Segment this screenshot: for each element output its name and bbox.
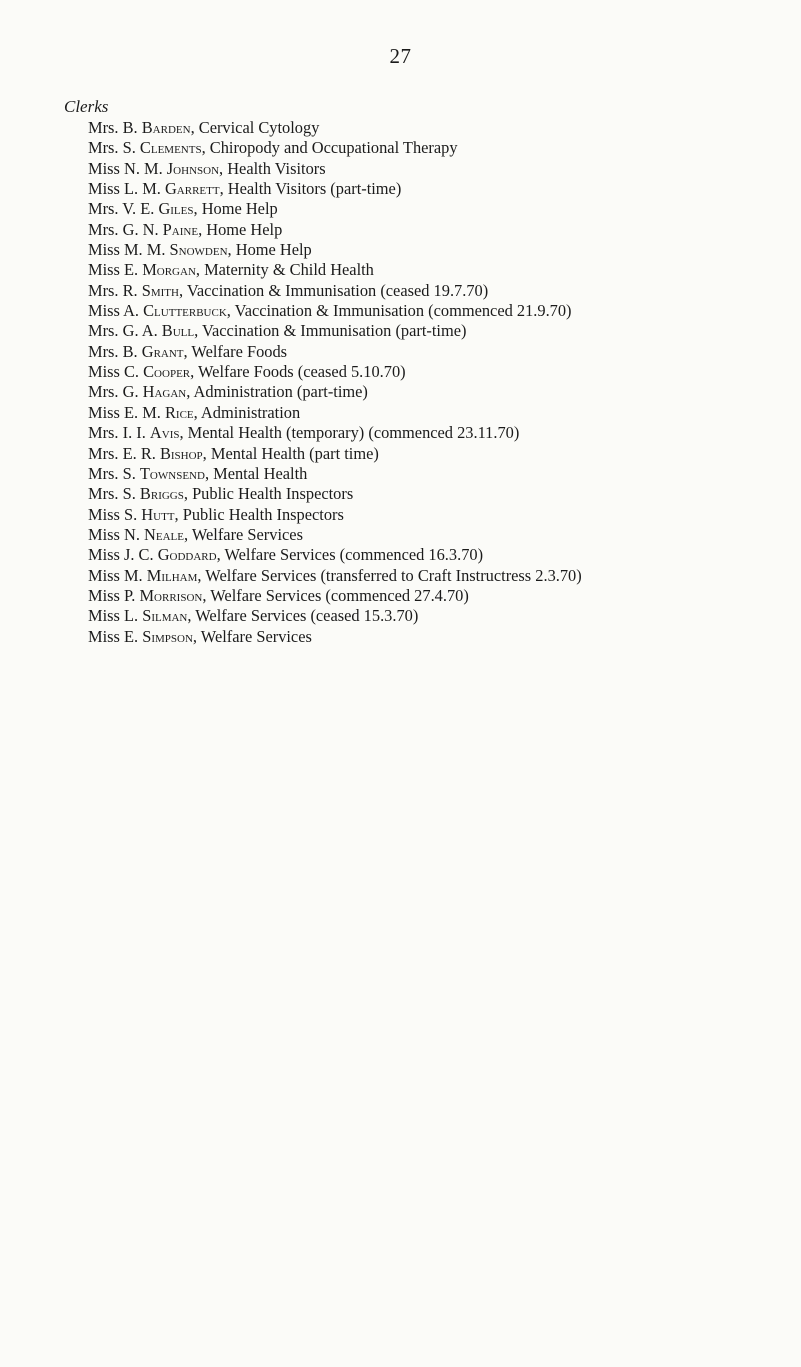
entry-surname: Hutt — [141, 504, 175, 524]
staff-entry — [88, 159, 582, 179]
entry-surname: Snowden — [169, 240, 228, 260]
staff-entry — [88, 566, 582, 586]
page-number: 27 — [389, 44, 412, 68]
entry-details: , Welfare Services — [192, 626, 312, 646]
entry-prefix: Mrs. G. A. — [88, 321, 162, 341]
entry-details: , Welfare Foods — [183, 341, 288, 361]
staff-entry — [88, 627, 582, 647]
entry-surname: Paine — [162, 219, 199, 239]
entry-prefix: Mrs. E. R. — [88, 443, 160, 463]
entry-details: , Administration (part-time) — [186, 382, 368, 402]
entry-prefix: Mrs. S. — [88, 463, 140, 483]
staff-entry — [88, 525, 582, 545]
entry-surname: Neale — [144, 524, 184, 544]
staff-entry — [88, 118, 582, 138]
entry-prefix: Miss N. — [88, 524, 145, 544]
staff-entry — [88, 464, 582, 484]
entry-surname: Morrison — [139, 585, 203, 605]
entry-details: , Mental Health (part time) — [202, 443, 379, 463]
entry-prefix: Miss E. — [88, 260, 143, 280]
entry-details: , Vaccination & Immunisation (commenced 21.9.70) — [226, 301, 572, 321]
entry-details: , Welfare Services — [183, 524, 303, 544]
staff-entry — [88, 586, 582, 606]
entry-surname: Rice — [164, 402, 194, 422]
entry-surname: Morgan — [142, 260, 196, 280]
entry-surname: Bull — [161, 321, 195, 341]
entry-prefix: Mrs. S. — [88, 138, 140, 158]
entry-details: , Health Visitors (part-time) — [219, 179, 402, 199]
entry-surname: Goddard — [157, 545, 217, 565]
entry-prefix: Miss M. — [88, 565, 147, 585]
entry-details: , Chiropody and Occupational Therapy — [201, 138, 458, 158]
entry-surname: Townsend — [139, 463, 205, 483]
entry-prefix: Miss P. — [88, 585, 140, 605]
entry-surname: Avis — [149, 423, 180, 443]
entry-surname: Briggs — [139, 484, 184, 504]
entry-surname: Smith — [141, 280, 179, 300]
staff-entry — [88, 382, 582, 402]
entry-details: , Welfare Services (commenced 16.3.70) — [216, 545, 484, 565]
entry-details: , Welfare Services (commenced 27.4.70) — [202, 585, 469, 605]
entry-surname: Clutterbuck — [143, 301, 227, 321]
entry-prefix: Mrs. R. — [88, 280, 142, 300]
entry-details: , Cervical Cytology — [190, 118, 320, 137]
staff-entry — [88, 220, 582, 240]
staff-entry — [88, 179, 582, 199]
entry-surname: Simpson — [142, 626, 193, 646]
entry-details: , Public Health Inspectors — [183, 484, 354, 504]
staff-list — [88, 118, 582, 647]
staff-entry — [88, 260, 582, 280]
staff-entry — [88, 362, 582, 382]
entry-prefix: Miss E. M. — [88, 402, 165, 422]
entry-details: , Mental Health — [204, 463, 308, 483]
entry-details: , Welfare Services (ceased 15.3.70) — [187, 606, 419, 626]
entry-details: , Welfare Services (transferred to Craft Instructress 2.3.70) — [197, 565, 582, 585]
entry-prefix: Miss L. — [88, 606, 143, 626]
entry-details: , Vaccination & Immunisation (ceased 19.7.70) — [178, 280, 489, 300]
entry-prefix: Miss J. C. — [88, 545, 158, 565]
entry-prefix: Mrs. B. — [88, 118, 142, 137]
entry-details: , Home Help — [227, 240, 312, 260]
staff-entry — [88, 606, 582, 626]
entry-surname: Cooper — [143, 362, 191, 382]
staff-entry — [88, 301, 582, 321]
staff-entry — [88, 545, 582, 565]
entry-details: , Welfare Foods (ceased 5.10.70) — [190, 362, 406, 382]
entry-prefix: Miss N. M. — [88, 158, 167, 178]
entry-prefix: Mrs. G. — [88, 382, 143, 402]
entry-surname: Giles — [158, 199, 194, 219]
entry-prefix: Mrs. V. E. — [88, 199, 159, 219]
entry-details: , Vaccination & Immunisation (part-time) — [194, 321, 467, 341]
staff-entry — [88, 240, 582, 260]
staff-entry — [88, 403, 582, 423]
entry-prefix: Mrs. G. N. — [88, 219, 163, 239]
entry-surname: Garrett — [164, 179, 220, 199]
staff-entry — [88, 444, 582, 464]
staff-entry — [88, 321, 582, 341]
entry-details: , Maternity & Child Health — [195, 260, 374, 280]
entry-details: , Mental Health (temporary) (commenced 23.11.70) — [179, 423, 520, 443]
entry-details: , Health Visitors — [219, 158, 326, 178]
staff-entry — [88, 505, 582, 525]
staff-entry — [88, 484, 582, 504]
entry-details: , Home Help — [198, 219, 283, 239]
entry-details: , Home Help — [193, 199, 278, 219]
entry-prefix: Miss E. — [88, 626, 143, 646]
staff-entry — [88, 199, 582, 219]
entry-surname: Barden — [141, 118, 191, 137]
entry-prefix: Mrs. I. I. — [88, 423, 150, 443]
staff-entry — [88, 138, 582, 158]
entry-surname: Hagan — [142, 382, 187, 402]
entry-surname: Bishop — [159, 443, 203, 463]
entry-prefix: Miss M. M. — [88, 240, 170, 260]
staff-entry — [88, 281, 582, 301]
entry-surname: Milham — [146, 565, 198, 585]
entry-prefix: Mrs. B. — [88, 341, 142, 361]
staff-entry — [88, 342, 582, 362]
entry-surname: Clements — [139, 138, 202, 158]
entry-prefix: Miss S. — [88, 504, 142, 524]
entry-prefix: Mrs. S. — [88, 484, 140, 504]
entry-prefix: Miss L. M. — [88, 179, 165, 199]
staff-entry — [88, 423, 582, 443]
section-heading: Clerks — [64, 97, 109, 116]
entry-surname: Grant — [141, 341, 184, 361]
entry-surname: Johnson — [166, 158, 220, 178]
entry-details: , Public Health Inspectors — [174, 504, 344, 524]
entry-prefix: Miss A. — [88, 301, 144, 321]
entry-surname: Silman — [142, 606, 188, 626]
entry-details: , Administration — [193, 402, 301, 422]
entry-prefix: Miss C. — [88, 362, 144, 382]
